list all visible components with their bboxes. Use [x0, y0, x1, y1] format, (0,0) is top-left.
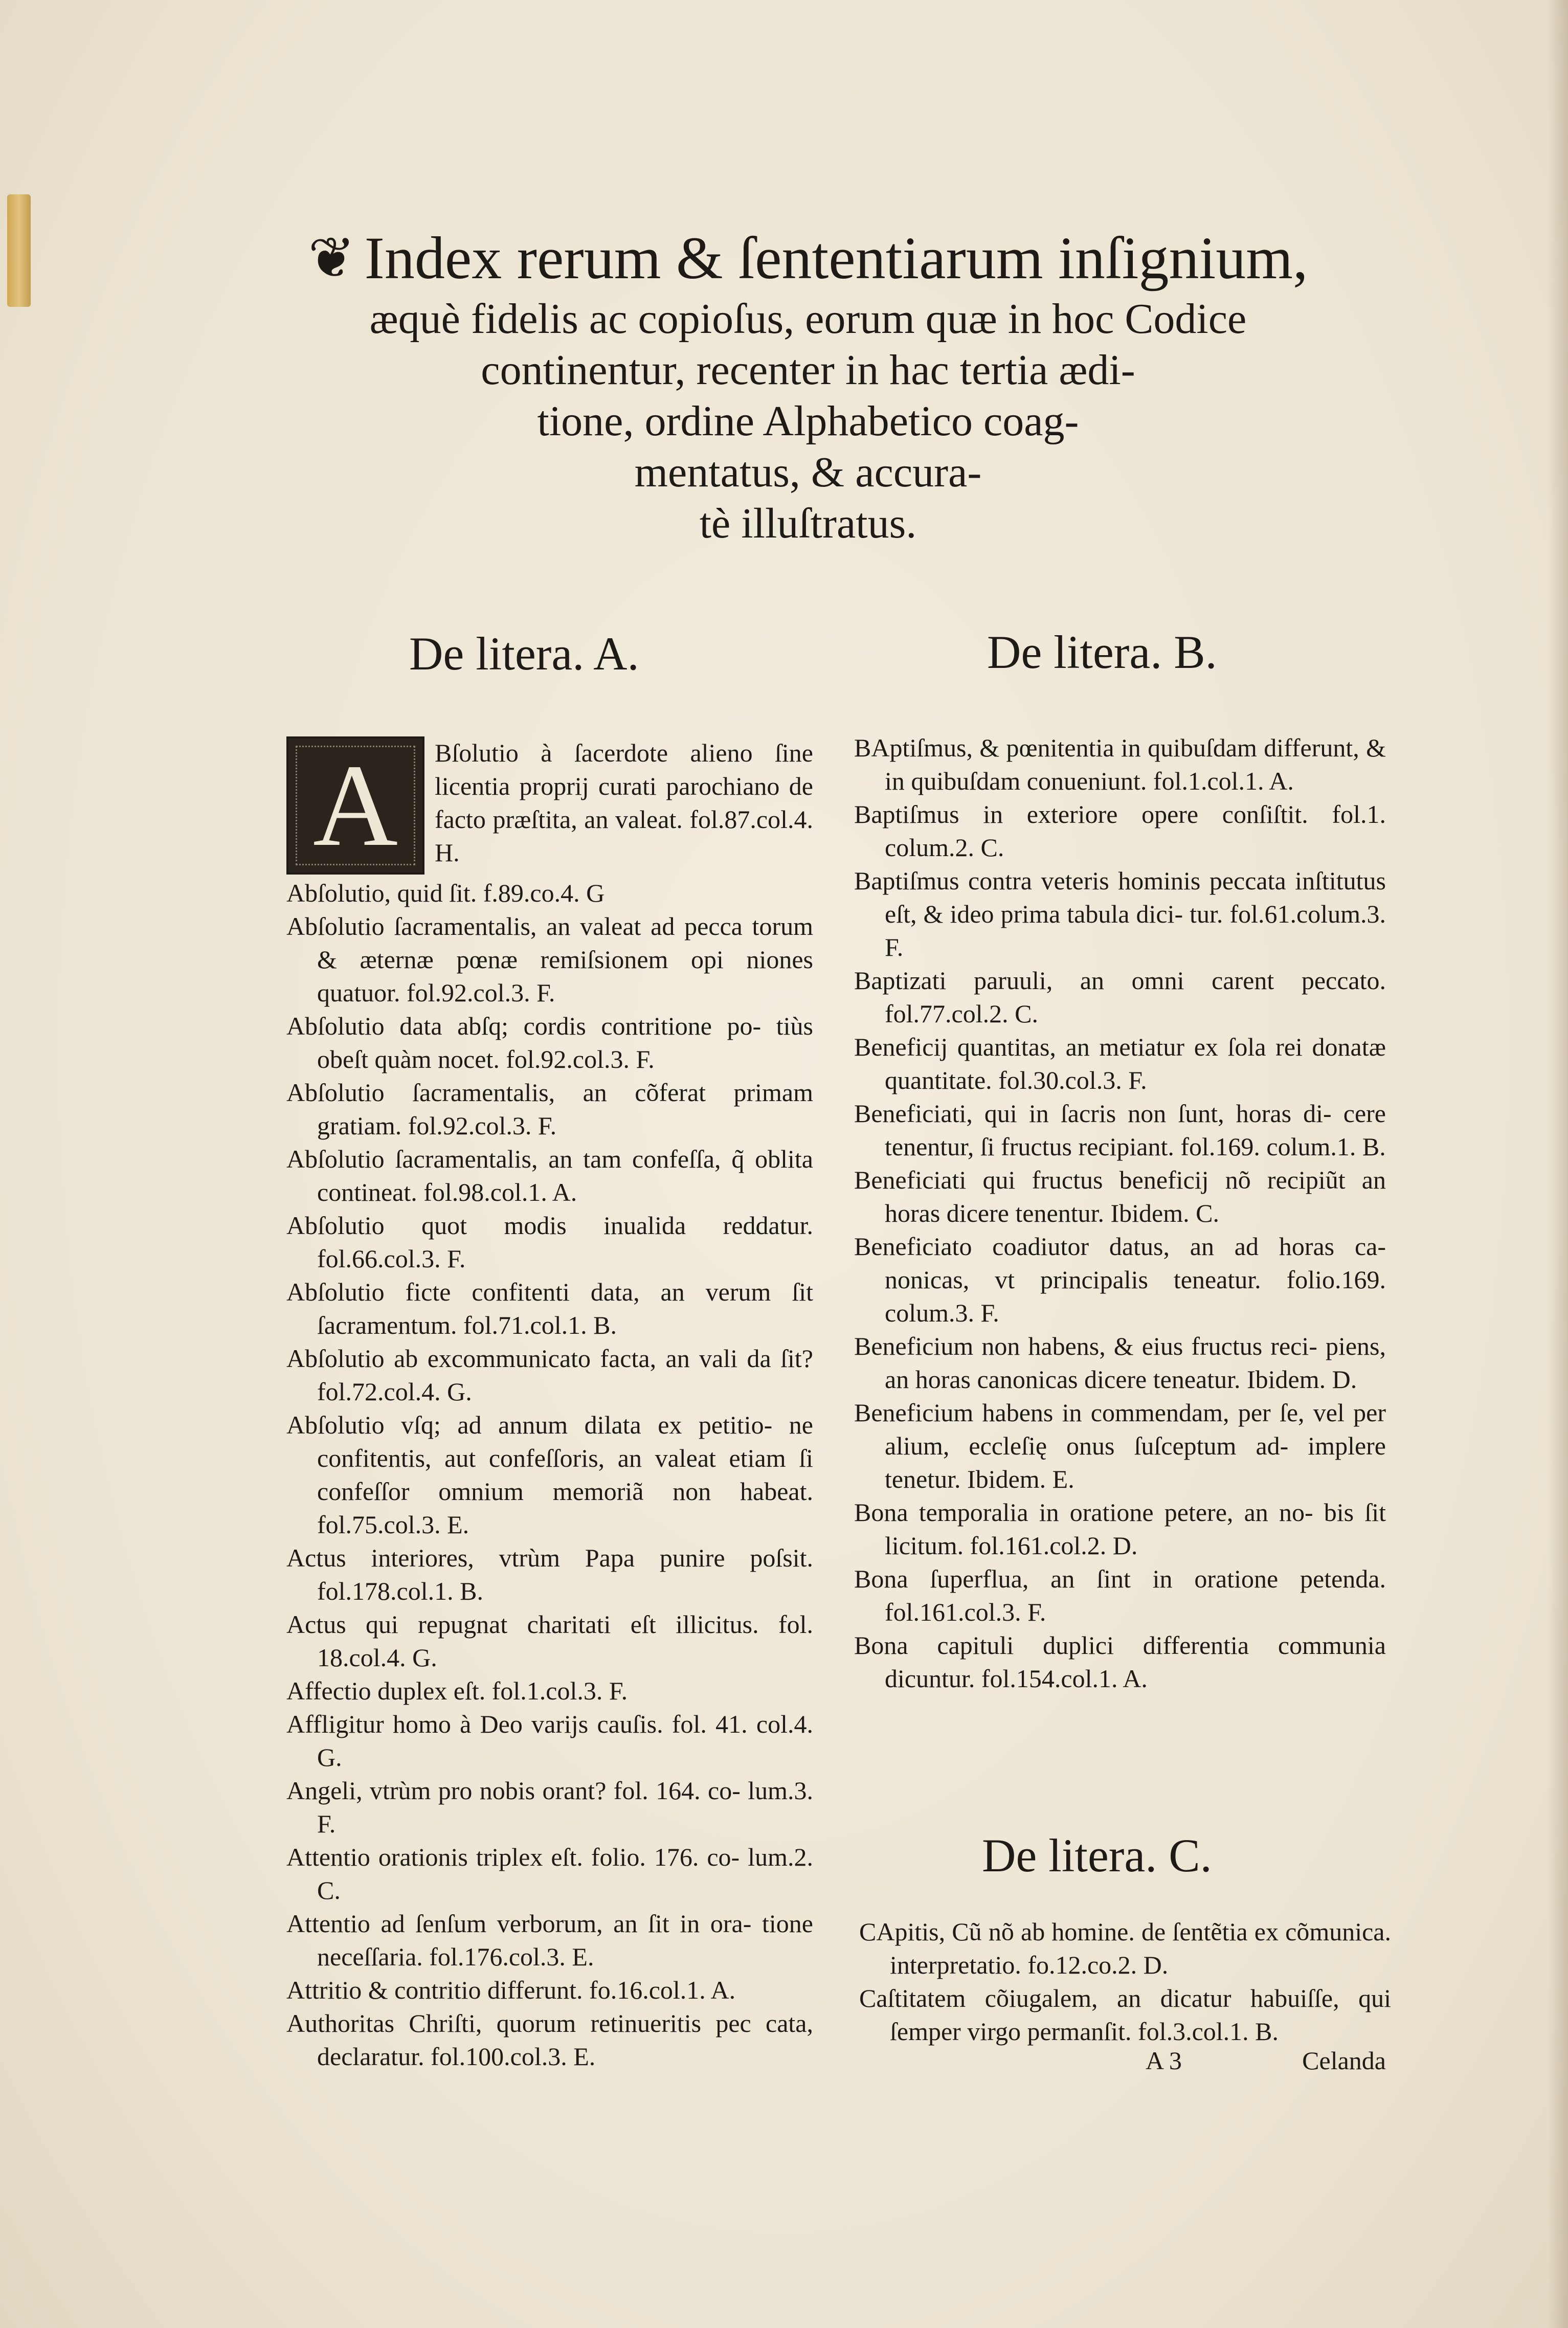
index-entry: Angeli, vtrùm pro nobis orant? fol. 164. co- lum.3. F. [286, 1776, 813, 1838]
index-entry: Attritio & contritio differunt. fo.16.col.1. A. [286, 1976, 736, 2004]
binding-stain [7, 194, 31, 307]
title-continuation [225, 294, 1391, 549]
index-entry: Abſolutio quot modis inualida reddatur. fol.66.col.3. F. [286, 1211, 813, 1273]
index-entry: Abſolutio, quid ſit. f.89.co.4. G [286, 879, 605, 907]
index-entry: Bona capituli duplici differentia communia dicuntur. fol.154.col.1. A. [854, 1631, 1386, 1693]
index-entry: Beneficiati, qui in ſacris non ſunt, horas di- cere tenentur, ſi fructus recipiant. fol.169. colum.1. B. [854, 1099, 1386, 1161]
signature-mark: A 3 [1146, 2046, 1182, 2075]
title-line: tione, ordine Alphabetico coag- [537, 397, 1079, 445]
index-entry: Caſtitatem cõiugalem, an dicatur habuiſſe, qui ſemper virgo permanſit. fol.3.col.1. B. [859, 1984, 1391, 2046]
index-entry: Beneficij quantitas, an metiatur ex ſola rei donatæ quantitate. fol.30.col.3. F. [854, 1033, 1386, 1094]
first-entry-a [286, 736, 813, 869]
column-c-entries [859, 1915, 1391, 2048]
entry-text: Bſolutio à ſacerdote alieno ſine licentia proprij curati parochiano de facto præſtita, an valeat. fol.87.col.4. H. [435, 738, 813, 867]
page-edge-shadow [1548, 0, 1568, 2328]
index-entry: Abſolutio ficte confitenti data, an verum ſit ſacramentum. fol.71.col.1. B. [286, 1278, 813, 1339]
index-entry: Abſolutio ſacramentalis, an cõferat primam gratiam. fol.92.col.3. F. [286, 1078, 813, 1140]
title-line: mentatus, & accura- [634, 449, 982, 496]
index-entry: Beneficiati qui fructus beneficij nõ recipiũt an horas dicere tenentur. Ibidem. C. [854, 1166, 1386, 1227]
index-entry: Abſolutio ſacramentalis, an tam confeſſa, q̃ oblita contineat. fol.98.col.1. A. [286, 1145, 813, 1206]
index-entry: BAptiſmus, & pœnitentia in quibuſdam differunt, & in quibuſdam conueniunt. fol.1.col.1. A. [854, 733, 1386, 795]
index-entry: Attentio orationis triplex eſt. folio. 176. co- lum.2. C. [286, 1843, 813, 1905]
index-entry: Abſolutio data abſq; cordis contritione po- tiùs obeſt quàm nocet. fol.92.col.3. F. [286, 1012, 813, 1073]
title-block [225, 225, 1391, 549]
index-entry: Beneficiato coadiutor datus, an ad horas ca- nonicas, vt principalis teneatur. folio.169. colum.3. F. [854, 1232, 1386, 1327]
index-entry: Actus interiores, vtrùm Papa punire poſsit. fol.178.col.1. B. [286, 1543, 813, 1605]
catchword: Celanda [1302, 2046, 1386, 2075]
index-entry: Beneficium non habens, & eius fructus reci- piens, an horas canonicas dicere teneatur. Ibidem. D. [854, 1332, 1386, 1394]
index-entry: CApitis, Cũ nõ ab homine. de ſentẽtia ex cõmunica. interpretatio. fo.12.co.2. D. [859, 1917, 1391, 1979]
index-entry: Affligitur homo à Deo varijs cauſis. fol. 41. col.4. G. [286, 1710, 813, 1772]
section-heading-a: De litera. A. [409, 628, 639, 680]
fleuron-icon: ❦ [308, 227, 355, 289]
index-entry: Baptiſmus contra veteris hominis peccata inſtitutus eſt, & ideo prima tabula dici- tur. fol.61.colum.3. F. [854, 866, 1386, 961]
title-line: tè illuſtratus. [699, 500, 917, 547]
title-line: æquè fidelis ac copioſus, eorum quæ in hoc Codice [369, 295, 1247, 343]
column-a-entries [286, 736, 813, 2073]
index-entry: Beneficium habens in commendam, per ſe, vel per alium, eccleſię onus ſuſceptum ad- implere tenetur. Ibidem. E. [854, 1398, 1386, 1493]
title-first-line [225, 225, 1391, 292]
index-entry: Bona ſuperflua, an ſint in oratione petenda. fol.161.col.3. F. [854, 1564, 1386, 1626]
title-line-1: Index rerum & ſententiarum inſignium, [364, 225, 1308, 292]
title-line: continentur, recenter in hac tertia ædi- [481, 346, 1135, 394]
page-footer [1146, 2046, 1386, 2075]
index-entry: Authoritas Chriſti, quorum retinueritis pec cata, declaratur. fol.100.col.3. E. [286, 2009, 813, 2071]
index-entry: Attentio ad ſenſum verborum, an ſit in ora- tione neceſſaria. fol.176.col.3. E. [286, 1909, 813, 1971]
index-entry: Bona temporalia in oratione petere, an no- bis ſit licitum. fol.161.col.2. D. [854, 1498, 1386, 1560]
section-heading-b: De litera. B. [987, 626, 1217, 678]
index-entry: Abſolutio vſq; ad annum dilata ex petitio- ne confitentis, aut confeſſoris, an valeat etiam ſi confeſſor omnium memoriã non habeat. fol.75.col.3. E. [286, 1411, 813, 1539]
index-entry: Baptizati paruuli, an omni carent peccato. fol.77.col.2. C. [854, 966, 1386, 1028]
index-entry: Abſolutio ab excommunicato facta, an vali da ſit? fol.72.col.4. G. [286, 1344, 813, 1406]
column-b-entries [854, 731, 1386, 1695]
decorated-initial-a: A [286, 736, 424, 875]
index-entry: Abſolutio ſacramentalis, an valeat ad pecca torum & æternæ pœnæ remiſsionem opi niones quatuor. fol.92.col.3. F. [286, 912, 813, 1007]
index-entry: Affectio duplex eſt. fol.1.col.3. F. [286, 1676, 628, 1705]
section-heading-c: De litera. C. [982, 1829, 1212, 1882]
index-entry: Actus qui repugnat charitati eſt illicitus. fol. 18.col.4. G. [286, 1610, 813, 1672]
index-entry: Baptiſmus in exteriore opere conſiſtit. fol.1. colum.2. C. [854, 800, 1386, 862]
